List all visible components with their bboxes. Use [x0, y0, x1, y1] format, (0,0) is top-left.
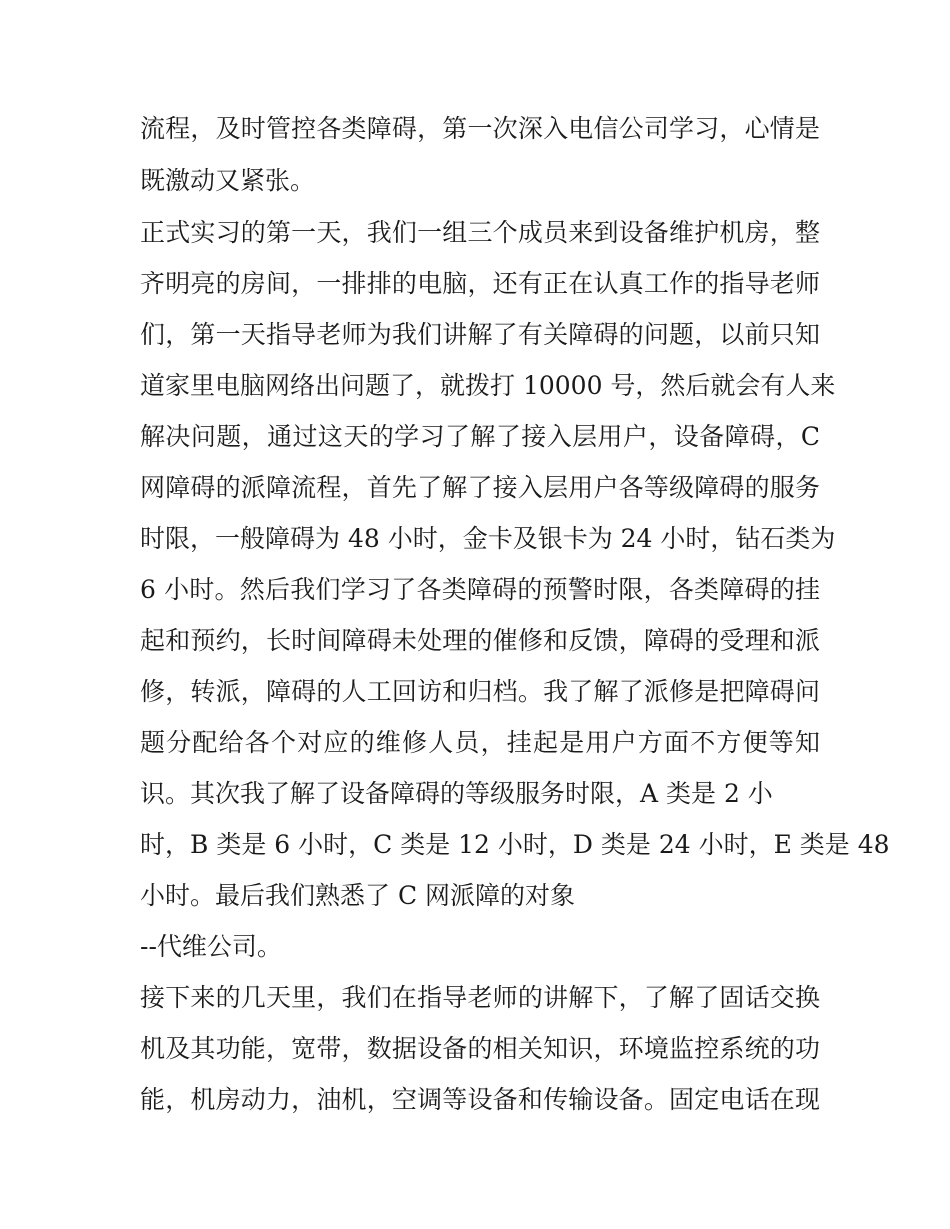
- paragraph-line: 6 小时。然后我们学习了各类障碍的预警时限，各类障碍的挂: [140, 575, 820, 604]
- paragraph-line: 流程，及时管控各类障碍，第一次深入电信公司学习，心情是: [140, 114, 820, 143]
- paragraph-line: 小时。最后我们熟悉了 C 网派障的对象: [140, 881, 576, 910]
- paragraph-line: 起和预约，长时间障碍未处理的催修和反馈，障碍的受理和派: [140, 626, 820, 655]
- paragraph-line: 们，第一天指导老师为我们讲解了有关障碍的问题，以前只知: [140, 320, 820, 349]
- paragraph-line: 时限，一般障碍为 48 小时，金卡及银卡为 24 小时，钻石类为: [140, 524, 836, 553]
- paragraph-line: 既激动又紧张。: [140, 166, 316, 195]
- paragraph-line: 机及其功能，宽带，数据设备的相关知识，环境监控系统的功: [140, 1034, 820, 1063]
- paragraph-line: 网障碍的派障流程，首先了解了接入层用户各等级障碍的服务: [140, 473, 820, 502]
- paragraph-line: 题分配给各个对应的维修人员，挂起是用户方面不方便等知: [140, 728, 820, 757]
- paragraph-line: 时，B 类是 6 小时，C 类是 12 小时，D 类是 24 小时，E 类是 48: [140, 830, 890, 859]
- paragraph-line: 正式实习的第一天，我们一组三个成员来到设备维护机房，整: [140, 218, 820, 247]
- paragraph-line: 识。其次我了解了设备障碍的等级服务时限，A 类是 2 小: [140, 779, 773, 808]
- paragraph-line: 修，转派，障碍的人工回访和归档。我了解了派修是把障碍问: [140, 677, 820, 706]
- paragraph-line: 接下来的几天里，我们在指导老师的讲解下，了解了固话交换: [140, 983, 820, 1012]
- paragraph-line: 解决问题，通过这天的学习了解了接入层用户，设备障碍，C: [140, 422, 820, 451]
- paragraph-line: --代维公司。: [140, 932, 282, 961]
- paragraph-line: 能，机房动力，油机，空调等设备和传输设备。固定电话在现: [140, 1085, 820, 1114]
- paragraph-line: 道家里电脑网络出问题了，就拨打 10000 号，然后就会有人来: [140, 371, 836, 400]
- paragraph-line: 齐明亮的房间，一排排的电脑，还有正在认真工作的指导老师: [140, 269, 820, 298]
